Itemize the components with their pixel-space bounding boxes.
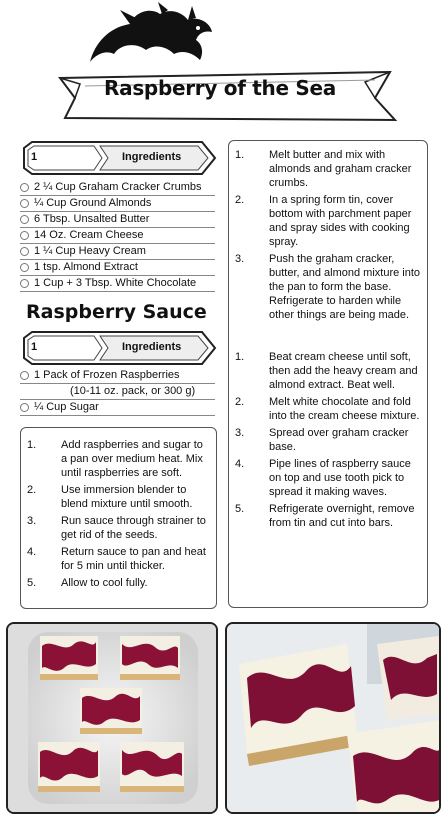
list-item: 14 Oz. Cream Cheese [20, 228, 215, 244]
bullet-icon [20, 199, 29, 208]
list-item: ¼ Cup Sugar [20, 400, 215, 416]
sauce-ingredients-tab [22, 330, 217, 366]
tab-frame [22, 140, 217, 176]
list-item: 2 ¼ Cup Graham Cracker Crumbs [20, 180, 215, 196]
bullet-icon [20, 183, 29, 192]
list-item: 1 Pack of Frozen Raspberries [20, 368, 215, 384]
step-item: 4. Pipe lines of raspberry sauce on top and use tooth pick to spread it making waves. [235, 458, 411, 498]
closeup-image [227, 624, 439, 812]
step-item: 1. Beat cream cheese until soft, then add the heavy cream and almond extract. Beat well. [235, 351, 418, 391]
tab-number: 1 [31, 341, 38, 353]
list-item: 1 ¼ Cup Heavy Cream [20, 244, 215, 260]
base-ingredient-list [20, 180, 215, 292]
bullet-icon [20, 231, 29, 240]
sauce-ingredient-list [20, 368, 215, 416]
bullet-icon [20, 215, 29, 224]
ingredients-tab [22, 140, 217, 176]
step-item: 2. Melt white chocolate and fold into the cream cheese mixture. [235, 396, 420, 422]
step-item: 5. Refrigerate overnight, remove from tin and cut into bars. [235, 503, 415, 529]
tab-frame [22, 330, 217, 366]
sauce-steps-box [20, 427, 217, 609]
list-item: 1 tsp. Almond Extract [20, 260, 215, 276]
method-steps-box [228, 140, 428, 608]
sauce-steps [21, 438, 216, 590]
list-item: (10-11 oz. pack, or 300 g) [20, 384, 215, 400]
dessert-photo-closeup [225, 622, 441, 814]
step-item: 3. Run sauce through strainer to get rid of the seeds. [27, 515, 206, 541]
list-item: 1 Cup + 3 Tbsp. White Chocolate [20, 276, 215, 292]
bullet-icon [20, 371, 29, 380]
dessert-photo-plate [6, 622, 218, 814]
tab-label: Ingredients [122, 151, 182, 163]
list-item: 6 Tbsp. Unsalted Butter [20, 212, 215, 228]
step-item: 3. Push the graham cracker, butter, and almond mixture into the pan to form the base. Refrigerate to harden while other things are being made. [235, 253, 421, 321]
step-item: 1. Melt butter and mix with almonds and graham cracker crumbs. [235, 149, 412, 189]
step-item: 2. Use immersion blender to blend mixture until smooth. [27, 484, 193, 510]
step-item: 1. Add raspberries and sugar to a pan over medium heat. Mix until raspberries are soft. [27, 439, 203, 479]
bullet-icon [20, 247, 29, 256]
tab-label: Ingredients [122, 341, 182, 353]
sauce-title: Raspberry Sauce [26, 301, 207, 323]
base-steps [229, 148, 427, 322]
step-item: 5. Allow to cool fully. [27, 577, 148, 589]
page-title: Raspberry of the Sea [104, 76, 336, 100]
step-item: 2. In a spring form tin, cover bottom with parchment paper and spray sides with cooking spray. [235, 194, 412, 248]
bullet-icon [20, 263, 29, 272]
bullet-icon [20, 403, 29, 412]
list-item: ¼ Cup Ground Almonds [20, 196, 215, 212]
bullet-icon [20, 279, 29, 288]
tab-number: 1 [31, 151, 38, 163]
filling-steps [229, 350, 427, 530]
plate-image [8, 624, 216, 812]
step-item: 4. Return sauce to pan and heat for 5 min until thicker. [27, 546, 206, 572]
step-item: 3. Spread over graham cracker base. [235, 427, 409, 453]
